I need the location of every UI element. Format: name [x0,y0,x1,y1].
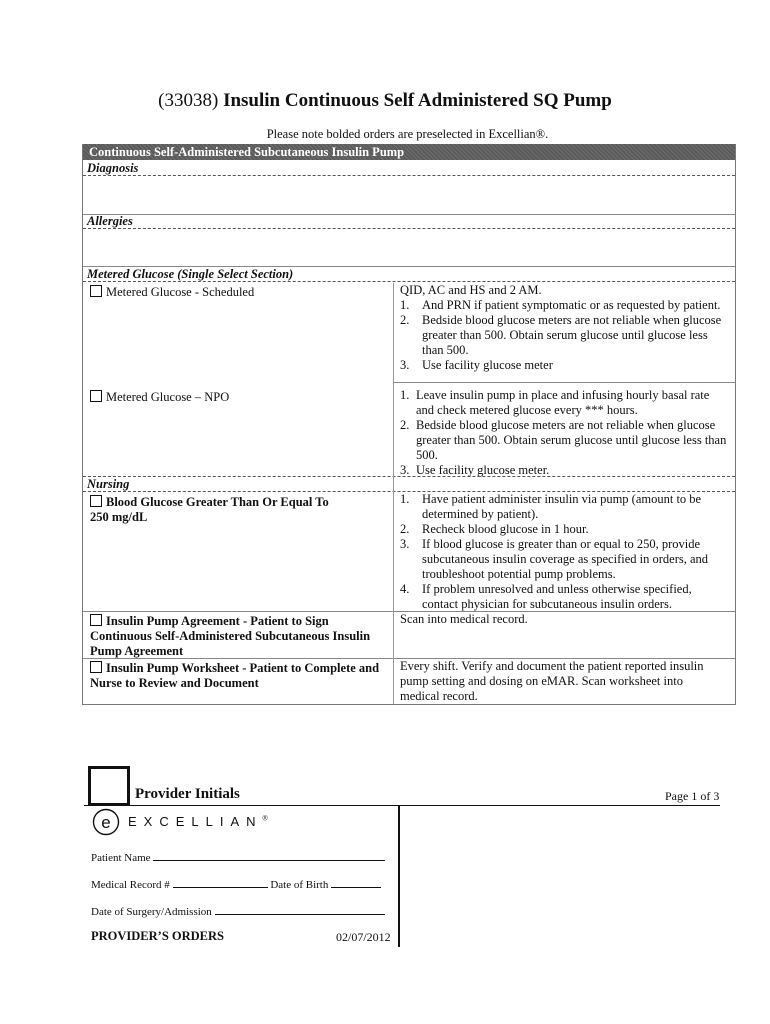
bg-details: 1. Have patient administer insulin via pump (amount to be determined by patient). 2. Recheck blood glucose in 1 hour. 3. If blood glucose is greater than or equal to 250, provide subcutaneous insulin coverage as specified in orders, and troubleshoot potential pump problems. 4. If problem unresolved and unless otherwise specified, contact physician for subcutaneous insulin orders. [400,492,709,611]
order-blood-glucose[interactable]: Blood Glucose Greater Than Or Equal To 250 mg/dL [90,495,329,524]
footer-vertical-rule [398,805,400,947]
divider [83,175,735,176]
scheduled-intro: QID, AC and HS and 2 AM. [400,283,542,297]
divider [83,281,735,282]
order-metered-scheduled[interactable]: Metered Glucose - Scheduled [90,285,254,300]
patient-name-field[interactable]: Patient Name [91,850,385,864]
form-date: 02/07/2012 [336,930,391,944]
column-divider [393,283,394,704]
worksheet-details: Every shift. Verify and document the patient reported insulin pump setting and dosing on eMAR. Scan worksheet into medical record. [400,659,704,703]
excellian-logo-icon [92,808,120,836]
divider [83,476,735,477]
page-title: (33038) Insulin Continuous Self Administered SQ Pump [158,90,612,111]
form-header: Continuous Self-Administered Subcutaneous Insulin Pump [83,144,735,160]
divider [83,228,735,229]
excellian-wordmark: EXCELLIAN® [128,814,268,829]
checkbox-icon[interactable] [90,661,102,673]
provider-initials-label: Provider Initials [135,786,240,802]
preselect-note: Please note bolded orders are preselected in Excellian®. [266,127,549,141]
medical-record-field[interactable]: Medical Record # Date of Birth [91,877,381,891]
checkbox-icon[interactable] [90,495,102,507]
agreement-details: Scan into medical record. [400,612,528,626]
divider [393,382,735,383]
checkbox-icon[interactable] [90,285,102,297]
footer-rule [84,805,720,806]
date-of-surgery-field[interactable]: Date of Surgery/Admission [91,904,385,918]
npo-details: 1. Leave insulin pump in place and infusing hourly basal rate and check metered glucose every *** hours. 2. Bedside blood glucose meters are not reliable when glucose greater than 500. Obtain serum glucose until glucose less than 500. 3. Use facility glucose meter. [400,388,727,477]
allergies-heading: Allergies [87,214,133,228]
order-form [82,144,736,705]
checkbox-icon[interactable] [90,614,102,626]
providers-orders-label: PROVIDER’S ORDERS [91,929,225,943]
checkbox-icon[interactable] [90,390,102,402]
nursing-heading: Nursing [87,477,130,491]
order-pump-agreement[interactable]: Insulin Pump Agreement - Patient to Sign Continuous Self-Administered Subcutaneous Insulin Pump Agreement [90,614,371,658]
metered-heading: Metered Glucose (Single Select Section) [87,267,294,281]
divider [83,214,735,215]
order-metered-npo[interactable]: Metered Glucose – NPO [90,390,229,405]
scheduled-details: QID, AC and HS and 2 AM. 1. And PRN if patient symptomatic or as requested by patient. 2. Bedside blood glucose meters are not reliable when glucose greater than 500. Obtain serum glucose until glucose less than 500. 3. Use facility glucose meter [400,283,730,373]
svg-text:e: e [101,813,111,832]
page-number: Page 1 of 3 [665,789,720,803]
diagnosis-heading: Diagnosis [87,161,139,175]
order-pump-worksheet[interactable]: Insulin Pump Worksheet - Patient to Complete and Nurse to Review and Document [90,661,380,690]
provider-initials-box[interactable] [88,766,130,806]
